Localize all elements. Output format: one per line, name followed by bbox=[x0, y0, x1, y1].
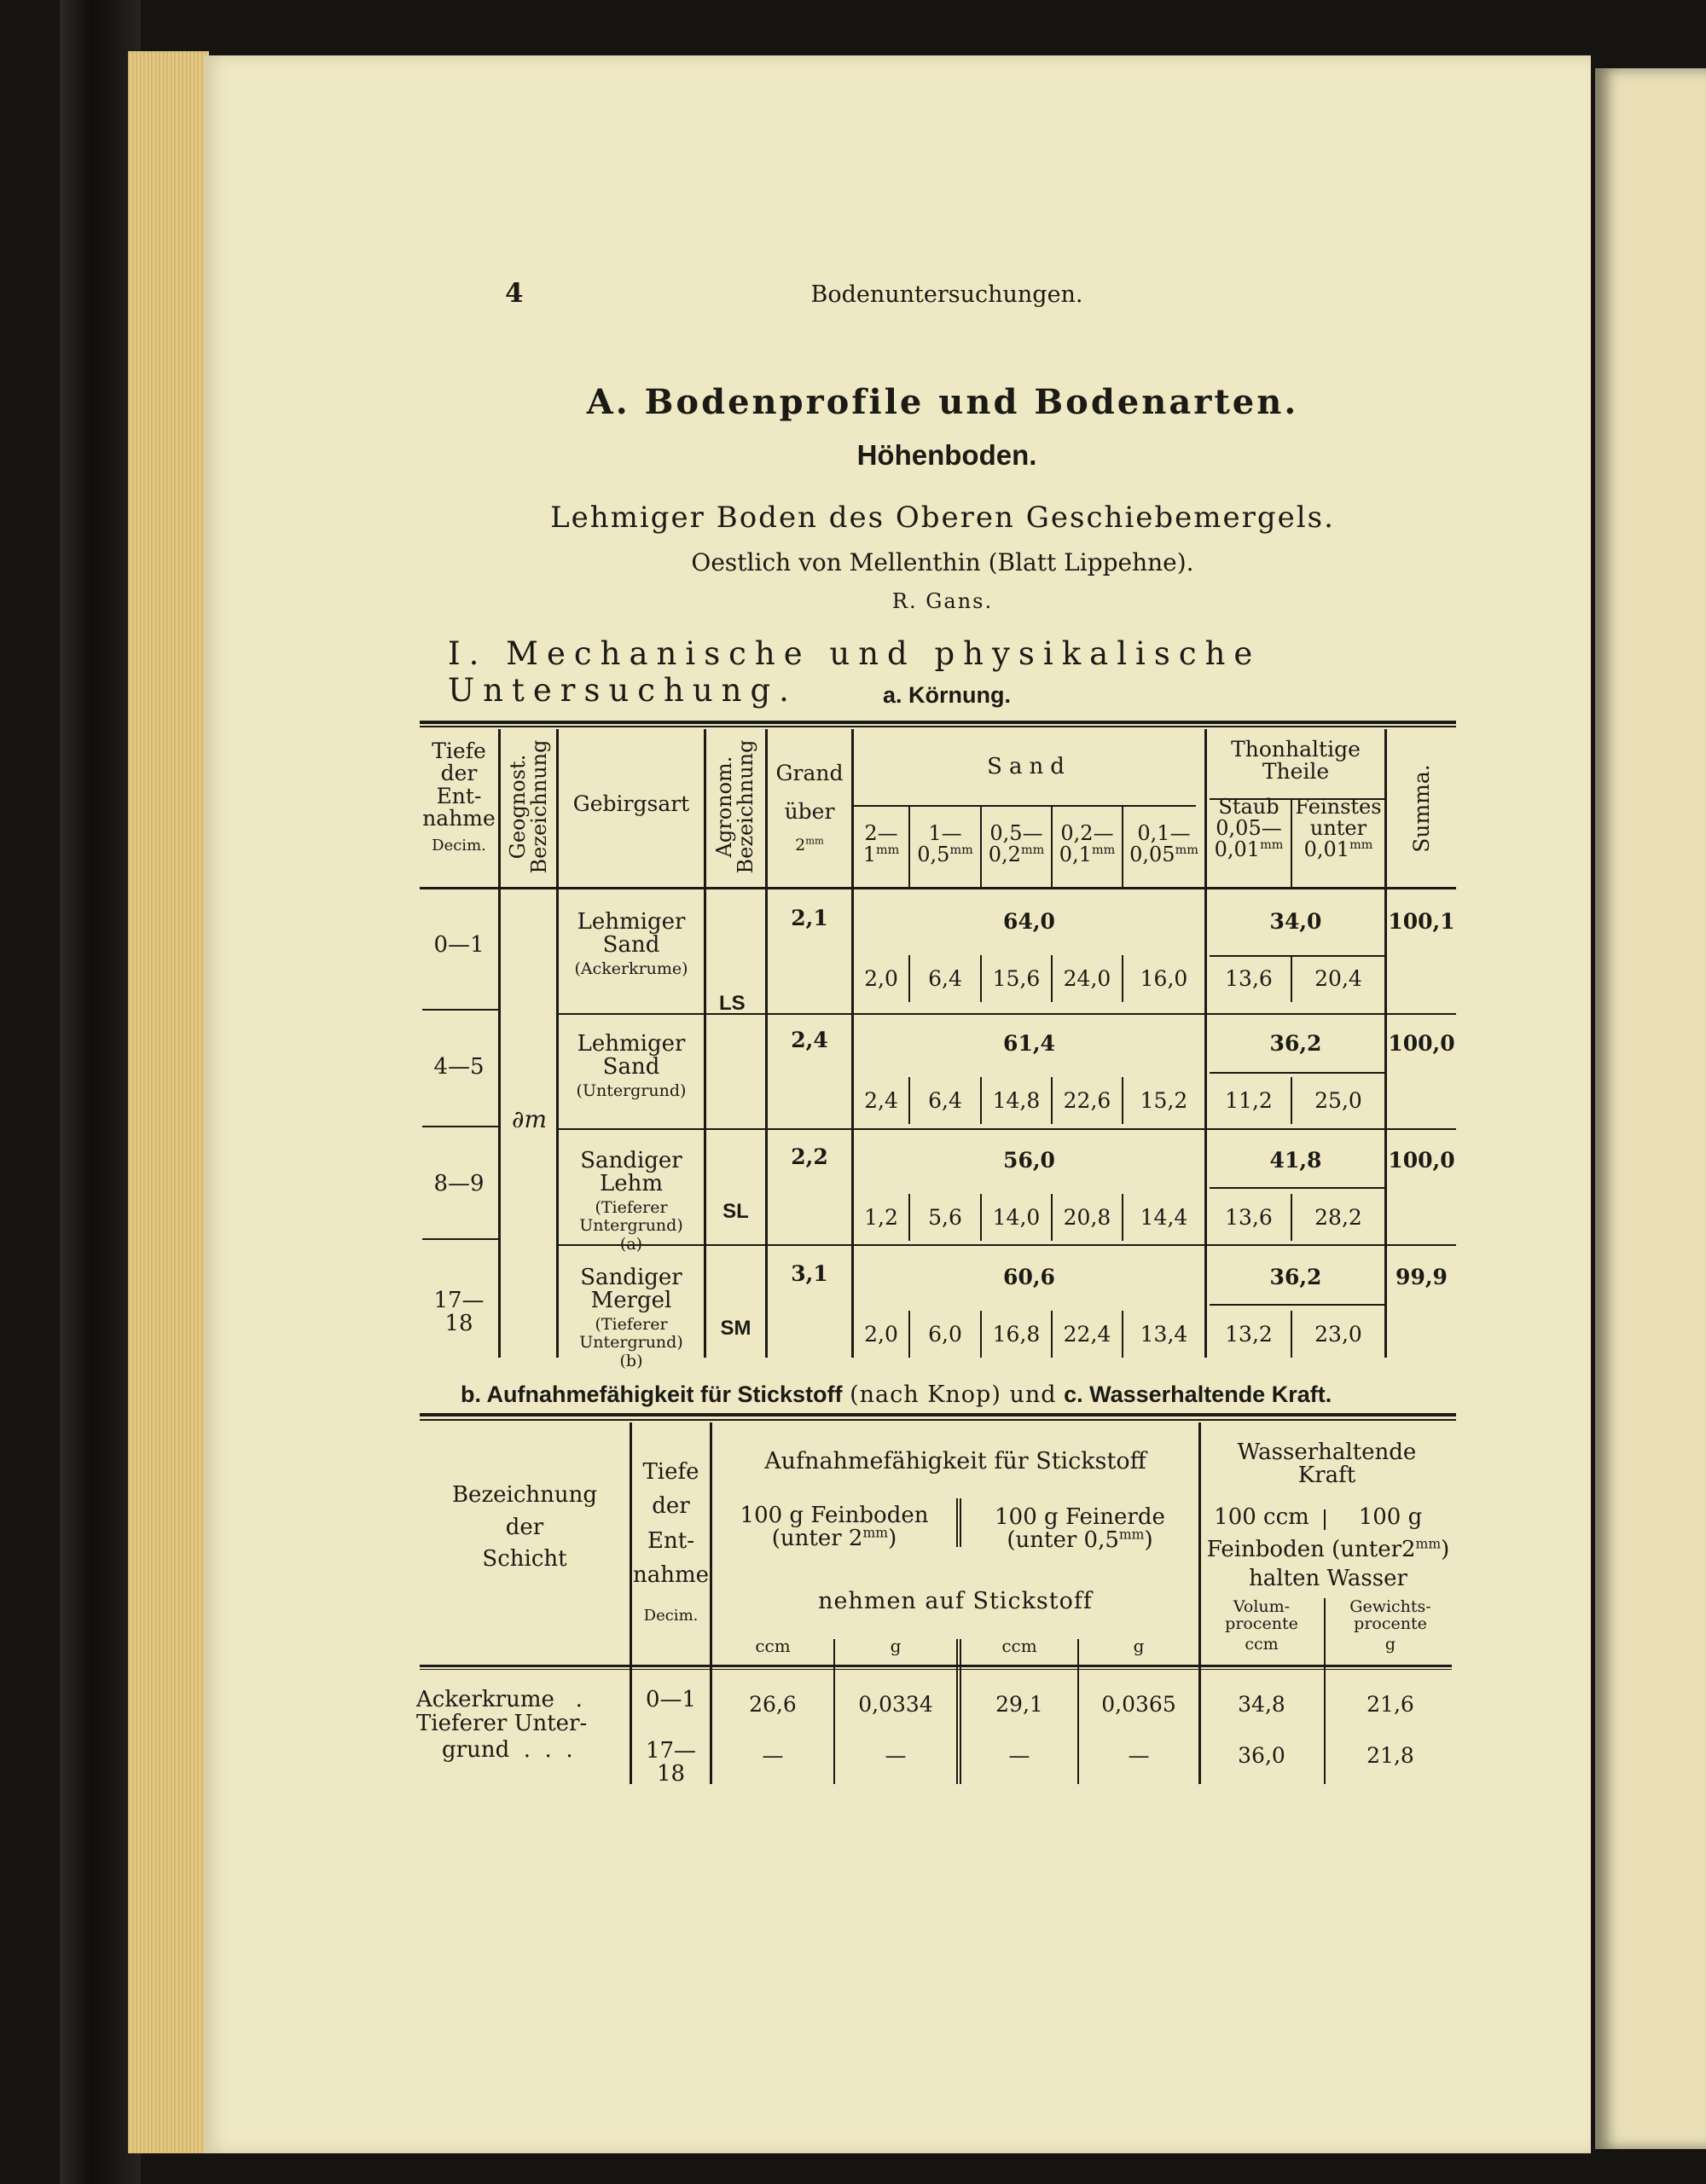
table-a-caption: a. Körnung. bbox=[883, 682, 1011, 708]
summa-cell: 99,9 bbox=[1396, 1265, 1448, 1289]
unit-ccm-1: ccm bbox=[755, 1636, 791, 1656]
part-title: I. Mechanische und physikalische Untersuchung. bbox=[448, 635, 1262, 709]
header-depth: Tiefe der Ent- nahme Decim. bbox=[422, 739, 496, 854]
thon-fraction-cell: 25,0 bbox=[1314, 1088, 1362, 1113]
thon-fraction-cell: 28,2 bbox=[1314, 1205, 1362, 1230]
thon-fraction-cell: 23,0 bbox=[1314, 1322, 1362, 1347]
sand-total-cell: 60,6 bbox=[1003, 1265, 1055, 1289]
unit-ccm-2: ccm bbox=[1001, 1636, 1037, 1656]
header-w-halten: halten Wasser bbox=[1249, 1566, 1407, 1591]
sand-fraction-cell: 13,4 bbox=[1140, 1322, 1188, 1347]
agronom-cell: SL bbox=[722, 1200, 749, 1223]
facing-page bbox=[1595, 68, 1706, 2149]
sand-fraction-cell: 14,4 bbox=[1140, 1205, 1188, 1230]
sand-fraction-cell: 6,0 bbox=[928, 1322, 962, 1347]
unit-g-1: g bbox=[890, 1636, 902, 1656]
sand-fraction-cell: 2,4 bbox=[864, 1088, 898, 1113]
agronom-cell: SM bbox=[720, 1317, 751, 1340]
sand-fraction-cell: 16,8 bbox=[992, 1322, 1041, 1347]
sand-fraction-cell: 1,2 bbox=[864, 1205, 898, 1230]
table-b-caption: b. Aufnahmefähigkeit für Stickstoff (nach Knop) und c. Wasserhaltende Kraft. bbox=[461, 1382, 1332, 1408]
header-feinboden: 100 g Feinboden (unter $2^{mm}$) bbox=[740, 1503, 929, 1552]
header-tiefe: Tiefe der Ent- nahme Decim. bbox=[632, 1459, 710, 1625]
header-wasser: Wasserhaltende Kraft bbox=[1237, 1440, 1417, 1489]
sand-fraction-cell: 2,0 bbox=[864, 966, 898, 991]
grand-cell: 2,4 bbox=[791, 1028, 828, 1052]
header-sand-02-01: 0,2— $0,1^{mm}$ bbox=[1059, 821, 1116, 867]
header-w-feinboden: Feinboden $(unter2^{mm})$ bbox=[1206, 1536, 1450, 1562]
subsection-title: Höhenboden. bbox=[856, 439, 1037, 471]
sand-fraction-cell: 14,8 bbox=[992, 1088, 1041, 1113]
soil-title: Lehmiger Boden des Oberen Geschiebemergels. bbox=[550, 501, 1335, 535]
header-sand-2-1: 2— $1^{mm}$ bbox=[862, 821, 900, 867]
thon-fraction-cell: 13,6 bbox=[1225, 966, 1273, 991]
thon-fraction-cell: 13,6 bbox=[1225, 1205, 1273, 1230]
gebirgsart-cell: Lehmiger Sand (Ackerkrume) bbox=[574, 909, 688, 978]
thon-fraction-cell: 13,2 bbox=[1225, 1322, 1273, 1347]
sand-fraction-cell: 6,4 bbox=[928, 1088, 962, 1113]
sand-total-cell: 61,4 bbox=[1003, 1031, 1055, 1056]
unit-g-2: g bbox=[1133, 1636, 1145, 1656]
header-gebirgsart: Gebirgsart bbox=[572, 791, 690, 816]
thon-total-cell: 36,2 bbox=[1269, 1031, 1322, 1056]
sand-fraction-cell: 22,6 bbox=[1063, 1088, 1111, 1113]
header-feinstes: Feinstes unter $0,01^{mm}$ bbox=[1295, 795, 1382, 862]
header-nehmen: nehmen auf Stickstoff bbox=[818, 1588, 1093, 1614]
sand-fraction-cell: 22,4 bbox=[1063, 1322, 1111, 1347]
header-sand-05-02: 0,5— $0,2^{mm}$ bbox=[988, 821, 1045, 867]
summa-cell: 100,0 bbox=[1388, 1031, 1455, 1056]
gebirgsart-cell: Sandiger Mergel (Tieferer Untergrund) (b) bbox=[579, 1265, 683, 1371]
header-w-gew: Gewichts- procente g bbox=[1349, 1597, 1431, 1654]
header-aufnahme: Aufnahmefähigkeit für Stickstoff bbox=[764, 1448, 1146, 1474]
grand-cell: 3,1 bbox=[791, 1261, 828, 1286]
summa-cell: 100,1 bbox=[1388, 909, 1455, 934]
agronom-ls: LS bbox=[719, 992, 746, 1015]
header-thon: Thonhaltige Theile bbox=[1231, 737, 1361, 785]
gebirgsart-cell: Lehmiger Sand (Untergrund) bbox=[576, 1031, 687, 1100]
grand-cell: 2,1 bbox=[791, 906, 828, 930]
sand-fraction-cell: 24,0 bbox=[1063, 966, 1111, 991]
depth-cell: 0—1 bbox=[433, 932, 485, 958]
header-w-100g: 100 g bbox=[1358, 1504, 1423, 1530]
header-w-vol: Volum- procente ccm bbox=[1225, 1597, 1298, 1654]
header-grand: Grand über $2^{mm}$ bbox=[775, 761, 844, 854]
section-title: A. Bodenprofile und Bodenarten. bbox=[586, 382, 1299, 422]
sand-fraction-cell: 20,8 bbox=[1063, 1205, 1111, 1230]
sand-fraction-cell: 6,4 bbox=[928, 966, 962, 991]
thon-total-cell: 34,0 bbox=[1269, 909, 1322, 934]
depth-cell: 17—18 bbox=[433, 1288, 485, 1337]
sand-fraction-cell: 2,0 bbox=[864, 1322, 898, 1347]
header-sand-01-005: 0,1— $0,05^{mm}$ bbox=[1129, 821, 1198, 867]
thon-fraction-cell: 20,4 bbox=[1314, 966, 1362, 991]
summa-cell: 100,0 bbox=[1388, 1148, 1455, 1173]
sand-total-cell: 64,0 bbox=[1003, 909, 1055, 934]
header-geognost: Geognost. Bezeichnung bbox=[505, 739, 551, 874]
sand-fraction-cell: 16,0 bbox=[1140, 966, 1188, 991]
header-w-100ccm: 100 ccm bbox=[1214, 1504, 1309, 1530]
header-sand: Sand bbox=[987, 754, 1071, 779]
page-number: 4 bbox=[505, 278, 524, 309]
depth-cell: 8—9 bbox=[433, 1171, 485, 1196]
header-agronom: Agronom. Bezeichnung bbox=[711, 739, 757, 874]
sand-fraction-cell: 5,6 bbox=[928, 1205, 962, 1230]
sand-fraction-cell: 15,6 bbox=[992, 966, 1041, 991]
header-staub: Staub 0,05— $0,01^{mm}$ bbox=[1214, 795, 1284, 862]
header-bezeichnung: Bezeichnung der Schicht bbox=[451, 1482, 598, 1573]
header-summa: Summa. bbox=[1408, 764, 1434, 853]
grand-cell: 2,2 bbox=[791, 1144, 828, 1169]
sand-total-cell: 56,0 bbox=[1003, 1148, 1055, 1173]
geognost-symbol: ∂m bbox=[512, 1105, 548, 1133]
depth-cell: 4—5 bbox=[433, 1054, 485, 1080]
sand-fraction-cell: 14,0 bbox=[992, 1205, 1041, 1230]
thon-total-cell: 41,8 bbox=[1269, 1148, 1322, 1173]
gebirgsart-cell: Sandiger Lehm (Tieferer Untergrund) (a) bbox=[579, 1148, 683, 1254]
author: R. Gans. bbox=[891, 589, 994, 613]
sand-fraction-cell: 15,2 bbox=[1140, 1088, 1188, 1113]
header-feinerde: 100 g Feinerde (unter $0,5^{mm}$) bbox=[995, 1504, 1165, 1554]
header-sand-1-05: 1— $0,5^{mm}$ bbox=[917, 821, 973, 867]
location-line: Oestlich von Mellenthin (Blatt Lippehne). bbox=[691, 548, 1194, 576]
thon-total-cell: 36,2 bbox=[1269, 1265, 1322, 1289]
page-edges bbox=[128, 51, 209, 2153]
running-header: Bodenuntersuchungen. bbox=[810, 281, 1083, 308]
thon-fraction-cell: 11,2 bbox=[1225, 1088, 1273, 1113]
